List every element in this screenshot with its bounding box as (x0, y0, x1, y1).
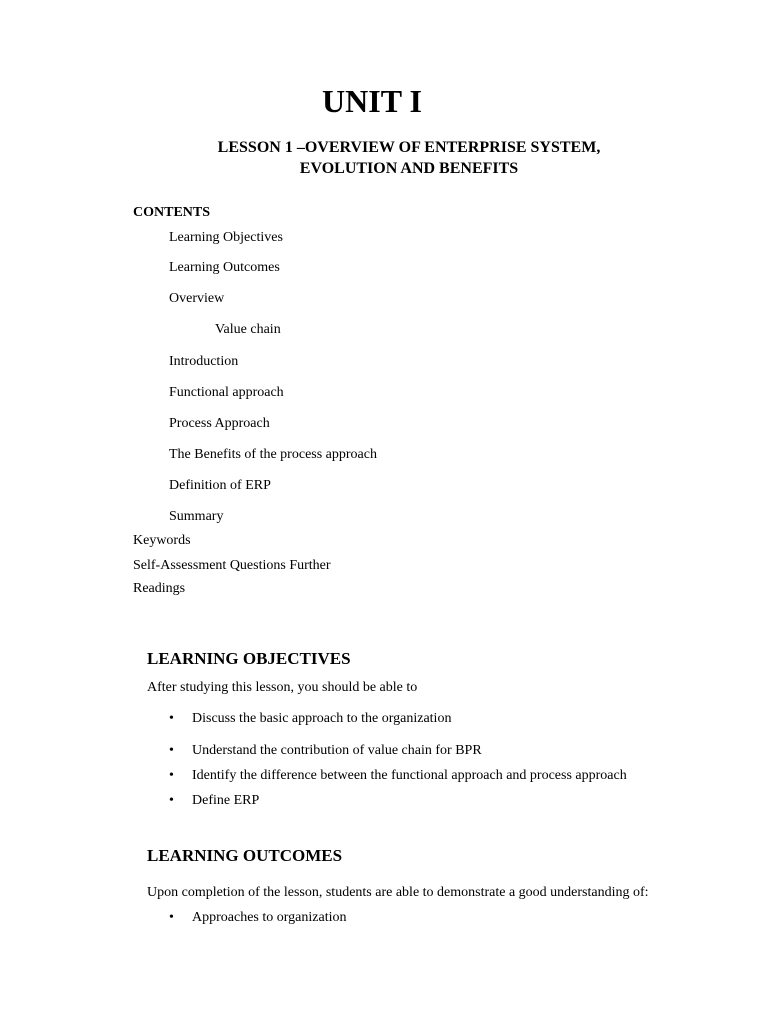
contents-heading: CONTENTS (133, 205, 211, 220)
bullet-text: Discuss the basic approach to the organization (192, 711, 452, 726)
bullet-text: Understand the contribution of value chain for BPR (192, 743, 482, 758)
toc-item-value-chain: Value chain (215, 322, 281, 337)
learning-outcomes-heading: LEARNING OUTCOMES (147, 846, 343, 865)
toc-item-overview: Overview (169, 291, 225, 306)
toc-item-functional-approach: Functional approach (169, 385, 284, 400)
bullet-text: Identify the difference between the functional approach and process approach (192, 768, 627, 783)
bullet-text: Define ERP (192, 793, 260, 808)
toc-item-self-assessment: Self-Assessment Questions Further (133, 558, 331, 573)
unit-title: UNIT I (322, 83, 422, 119)
toc-item-introduction: Introduction (169, 354, 239, 369)
bullet-icon: • (169, 743, 174, 758)
toc-item-learning-objectives: Learning Objectives (169, 230, 283, 245)
toc-item-process-approach: Process Approach (169, 416, 270, 431)
learning-objectives-intro: After studying this lesson, you should be able to (147, 680, 418, 695)
lesson-title-line-1: LESSON 1 –OVERVIEW OF ENTERPRISE SYSTEM, (217, 139, 601, 156)
toc-item-benefits-process-approach: The Benefits of the process approach (169, 447, 377, 462)
bullet-icon: • (169, 793, 174, 808)
bullet-icon: • (169, 768, 174, 783)
learning-objectives-heading: LEARNING OBJECTIVES (147, 649, 351, 668)
bullet-text: Approaches to organization (192, 910, 347, 925)
lesson-title-line-2: EVOLUTION AND BENEFITS (299, 160, 519, 177)
toc-item-summary: Summary (169, 509, 224, 524)
toc-item-learning-outcomes: Learning Outcomes (169, 260, 280, 275)
bullet-icon: • (169, 711, 174, 726)
toc-item-keywords: Keywords (133, 533, 191, 548)
bullet-icon: • (169, 910, 174, 925)
toc-item-readings: Readings (133, 581, 186, 596)
toc-item-definition-of-erp: Definition of ERP (169, 478, 271, 493)
learning-outcomes-intro: Upon completion of the lesson, students are able to demonstrate a good understanding of: (147, 885, 649, 900)
